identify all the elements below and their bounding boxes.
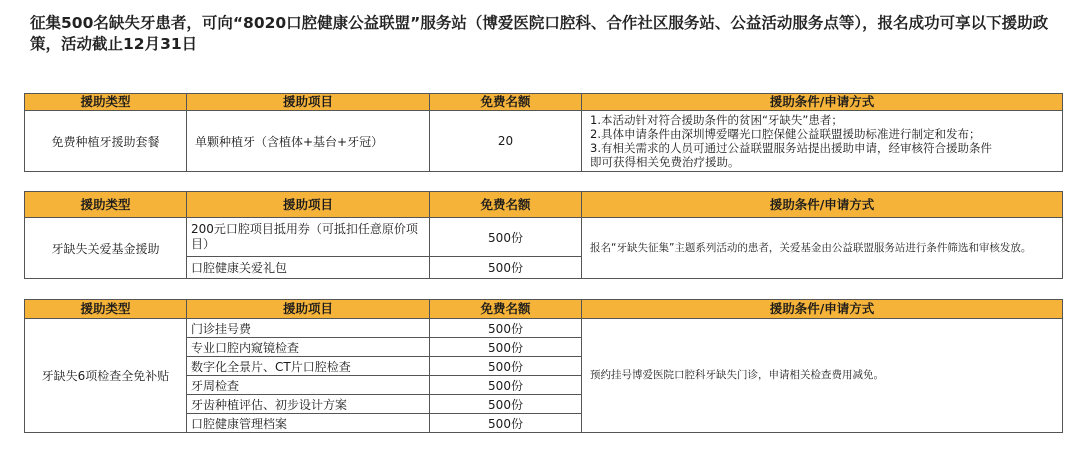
- aid-type: 牙缺失6项检查全免补贴: [25, 319, 187, 433]
- aid-conditions: 预约挂号博爱医院口腔科牙缺失门诊，申请相关检查费用减免。: [582, 319, 1063, 433]
- table-header-row: [25, 300, 1063, 319]
- aid-item: 数字化全景片、CT片口腔检查: [187, 357, 430, 376]
- intro-text: 征集500名缺失牙患者，可向“8020口腔健康公益联盟”服务站（博爱医院口腔科、合作社区服务站、公益活动服务点等），报名成功可享以下援助政策，活动截止12月31日: [30, 14, 1049, 53]
- aid-conditions: 报名“牙缺失征集”主题系列活动的患者，关爱基金由公益联盟服务站进行条件筛选和审核发放。: [582, 218, 1063, 279]
- table-row: [25, 218, 1063, 257]
- header-quota: 免费名额: [430, 192, 582, 218]
- aid-quota: 20: [430, 111, 582, 172]
- aid-item: 单颗种植牙（含植体+基台+牙冠）: [187, 111, 430, 172]
- condition-line: 1.本活动针对符合援助条件的贫困“牙缺失”患者；: [590, 113, 843, 127]
- aid-quota: 500份: [430, 319, 582, 338]
- header-quota: 免费名额: [430, 94, 582, 111]
- header-cond: 援助条件/申请方式: [582, 94, 1063, 111]
- header-item: 援助项目: [187, 94, 430, 111]
- table-row: [25, 111, 1063, 172]
- aid-item: 牙周检查: [187, 376, 430, 395]
- condition-line: 2.具体申请条件由深圳博爱曙光口腔保健公益联盟援助标准进行制定和发布；: [590, 127, 981, 141]
- condition-line: 即可获得相关免费治疗援助。: [590, 155, 740, 169]
- aid-quota: 500份: [430, 395, 582, 414]
- table-header-row: [25, 192, 1063, 218]
- aid-type: 牙缺失关爱基金援助: [25, 218, 187, 279]
- aid-item: 200元口腔项目抵用券（可抵扣任意原价项目）: [187, 218, 430, 257]
- table-row: [25, 319, 1063, 338]
- header-cond: 援助条件/申请方式: [582, 300, 1063, 319]
- aid-item: 口腔健康关爱礼包: [187, 257, 430, 279]
- aid-item: 专业口腔内窥镜检查: [187, 338, 430, 357]
- aid-item: 牙齿种植评估、初步设计方案: [187, 395, 430, 414]
- header-type: 援助类型: [25, 300, 187, 319]
- aid-quota: 500份: [430, 357, 582, 376]
- header-type: 援助类型: [25, 94, 187, 111]
- aid-table-fund: [24, 191, 1063, 279]
- aid-conditions: [582, 111, 1063, 172]
- header-type: 援助类型: [25, 192, 187, 218]
- aid-item: 门诊挂号费: [187, 319, 430, 338]
- aid-table-checkup: [24, 299, 1063, 433]
- header-item: 援助项目: [187, 192, 430, 218]
- condition-line: 3.有相关需求的人员可通过公益联盟服务站提出援助申请，经审核符合援助条件: [590, 141, 992, 155]
- aid-type: 免费种植牙援助套餐: [25, 111, 187, 172]
- header-quota: 免费名额: [430, 300, 582, 319]
- header-cond: 援助条件/申请方式: [582, 192, 1063, 218]
- aid-quota: 500份: [430, 376, 582, 395]
- aid-quota: 500份: [430, 414, 582, 433]
- table-header-row: [25, 94, 1063, 111]
- aid-quota: 500份: [430, 338, 582, 357]
- aid-table-implant: [24, 93, 1063, 172]
- aid-item: 口腔健康管理档案: [187, 414, 430, 433]
- aid-quota: 500份: [430, 218, 582, 257]
- aid-quota: 500份: [430, 257, 582, 279]
- header-item: 援助项目: [187, 300, 430, 319]
